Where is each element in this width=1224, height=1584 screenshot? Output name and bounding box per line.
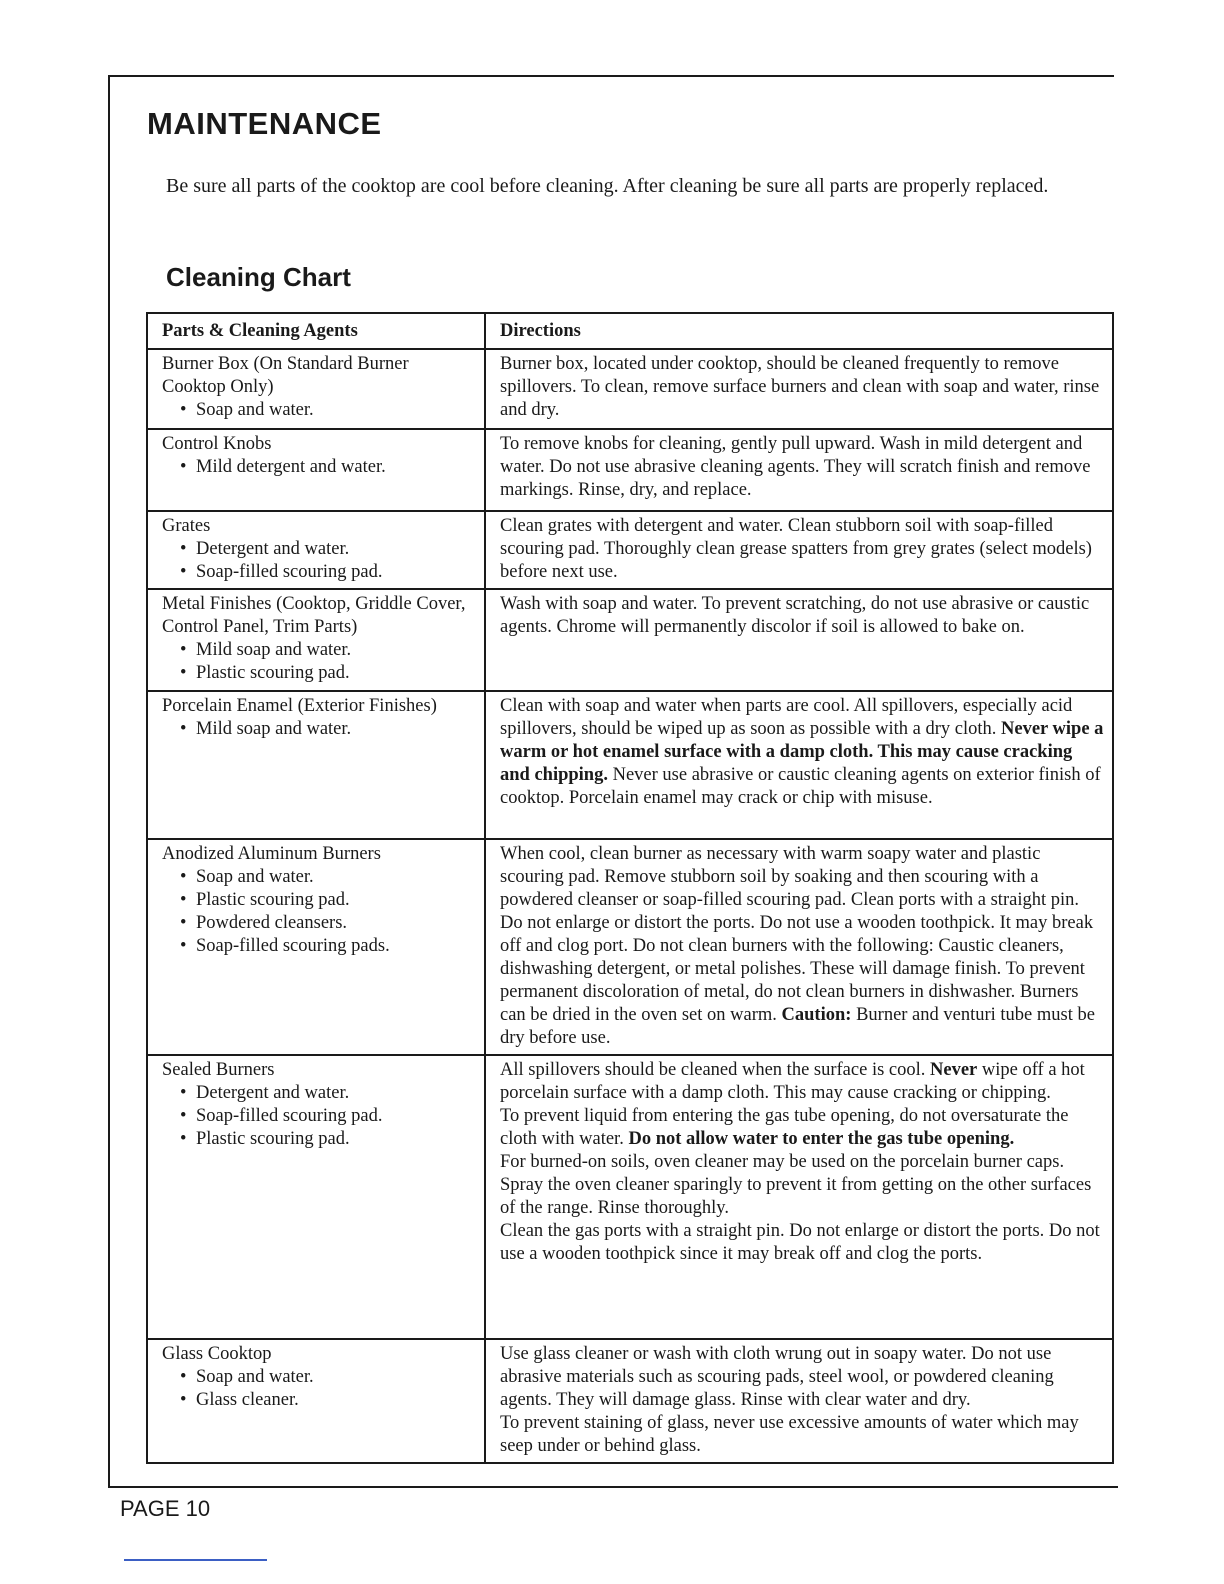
directions-text: To prevent staining of glass, never use excessive amounts of water which may seep under or behind glass. <box>500 1413 1079 1456</box>
table-body <box>147 349 1113 1463</box>
section-title: Cleaning Chart <box>166 262 351 292</box>
directions-text: wipe off a hot porcelain surface with a damp cloth. This may cause cracking or chipping. <box>500 1060 1085 1103</box>
cleaning-agent-item <box>180 1389 476 1412</box>
directions-cell <box>485 429 1113 511</box>
cleaning-agent-text: Powdered cleansers. <box>196 913 348 933</box>
part-cell <box>147 839 485 1055</box>
directions-text: To remove knobs for cleaning, gently pull upward. Wash in mild detergent and water. Do not use abrasive cleaning agents. They will scratch finish and remove markings. Rinse, dry, and replace. <box>500 434 1091 500</box>
cleaning-agent-item <box>180 889 476 912</box>
directions-text: Burner box, located under cooktop, should be cleaned frequently to remove spillovers. To clean, remove surface burners and clean with soap and water, rinse and dry. <box>500 354 1100 420</box>
part-cell <box>147 589 485 691</box>
directions-text: Burner and venturi tube must be dry before use. <box>500 1005 1095 1048</box>
cleaning-agent-text: Detergent and water. <box>196 539 350 559</box>
cleaning-agent-text: Soap-filled scouring pad. <box>196 1106 383 1126</box>
cleaning-agents-list <box>162 866 476 958</box>
directions-cell <box>485 839 1113 1055</box>
directions-warning-text: Never wipe a warm or hot enamel surface with a damp cloth. This may cause cracking and chipping. <box>500 719 1104 785</box>
directions-warning-text: Never <box>930 1060 978 1080</box>
cleaning-agents-list <box>162 1366 476 1412</box>
cleaning-agent-item <box>180 538 476 561</box>
directions-cell <box>485 691 1113 839</box>
intro-paragraph: Be sure all parts of the cooktop are cool before cleaning. After cleaning be sure all parts are properly replaced. <box>166 175 1049 197</box>
table-row <box>147 839 1113 1055</box>
cleaning-agent-text: Plastic scouring pad. <box>196 1129 350 1149</box>
cleaning-agent-text: Mild soap and water. <box>196 640 352 660</box>
directions-text: Wash with soap and water. To prevent scratching, do not use abrasive or caustic agents. Chrome will permanently discolor if soil is allowed to bake on. <box>500 594 1090 637</box>
header-parts: Parts & Cleaning Agents <box>147 313 485 349</box>
cleaning-agent-text: Glass cleaner. <box>196 1390 299 1410</box>
table-row <box>147 691 1113 839</box>
cleaning-agent-item <box>180 866 476 889</box>
cleaning-agent-item <box>180 399 476 422</box>
directions-text: Clean the gas ports with a straight pin. Do not enlarge or distort the ports. Do not use a wooden toothpick since it may break off and clog the ports. <box>500 1221 1100 1264</box>
part-name: Control Knobs <box>162 434 272 454</box>
part-name: Anodized Aluminum Burners <box>162 844 381 864</box>
cleaning-agents-list <box>162 399 476 422</box>
cleaning-agent-text: Plastic scouring pad. <box>196 663 350 683</box>
directions-text: Never use abrasive or caustic cleaning agents on exterior finish of cooktop. Porcelain enamel may crack or chip with misuse. <box>500 765 1101 808</box>
cleaning-chart-table <box>146 312 1114 1464</box>
part-name: Porcelain Enamel (Exterior Finishes) <box>162 696 437 716</box>
table-row <box>147 349 1113 429</box>
part-cell <box>147 511 485 589</box>
directions-cell <box>485 1339 1113 1463</box>
directions-text: Clean with soap and water when parts are cool. All spillovers, especially acid spillovers, should be wiped up as soon as possible with a dry cloth. <box>500 696 1073 739</box>
cleaning-agent-text: Detergent and water. <box>196 1083 350 1103</box>
directions-warning-text: Do not allow water to enter the gas tube opening. <box>628 1129 1015 1149</box>
part-name: Metal Finishes (Cooktop, Griddle Cover, Control Panel, Trim Parts) <box>162 594 466 637</box>
directions-text: Use glass cleaner or wash with cloth wrung out in soapy water. Do not use abrasive materials such as scouring pads, steel wool, or powdered cleaning agents. They will damage glass. Rinse with clear water and dry. <box>500 1344 1054 1410</box>
header-directions: Directions <box>485 313 1113 349</box>
cleaning-agent-text: Mild soap and water. <box>196 719 352 739</box>
cleaning-agent-item <box>180 561 476 584</box>
part-name: Burner Box (On Standard Burner Cooktop Only) <box>162 354 409 397</box>
directions-cell <box>485 589 1113 691</box>
part-cell <box>147 1339 485 1463</box>
cleaning-agent-item <box>180 456 476 479</box>
part-cell <box>147 691 485 839</box>
directions-text: To prevent liquid from entering the gas tube opening, do not oversaturate the cloth with water. <box>500 1106 1069 1149</box>
part-cell <box>147 349 485 429</box>
cleaning-agents-list <box>162 538 476 584</box>
part-name: Sealed Burners <box>162 1060 275 1080</box>
cleaning-agent-item <box>180 662 476 685</box>
cleaning-agent-item <box>180 935 476 958</box>
cleaning-agent-text: Mild detergent and water. <box>196 457 386 477</box>
table-header-row <box>147 313 1113 349</box>
cleaning-agent-text: Plastic scouring pad. <box>196 890 350 910</box>
table-row <box>147 1055 1113 1339</box>
page-frame-left-rule <box>108 75 110 1487</box>
directions-text: All spillovers should be cleaned when the surface is cool. <box>500 1060 931 1080</box>
cleaning-agents-list <box>162 1082 476 1151</box>
cleaning-agent-item <box>180 1105 476 1128</box>
cleaning-agents-list <box>162 718 476 741</box>
table-row <box>147 511 1113 589</box>
table-row <box>147 429 1113 511</box>
cleaning-agent-item <box>180 718 476 741</box>
directions-cell <box>485 1055 1113 1339</box>
part-name: Glass Cooktop <box>162 1344 272 1364</box>
cleaning-agent-text: Soap and water. <box>196 867 314 887</box>
cleaning-agent-text: Soap-filled scouring pads. <box>196 936 390 956</box>
table-row <box>147 1339 1113 1463</box>
part-cell <box>147 429 485 511</box>
directions-text: Clean grates with detergent and water. Clean stubborn soil with soap-filled scouring pad. Thoroughly clean grease spatters from grey grates (select models) before next use. <box>500 516 1092 582</box>
cleaning-agent-item <box>180 1082 476 1105</box>
directions-text: For burned-on soils, oven cleaner may be used on the porcelain burner caps. Spray the oven cleaner sparingly to prevent it from getting on the other surfaces of the range. Rinse thoroughly. <box>500 1152 1092 1218</box>
cleaning-agent-item <box>180 1128 476 1151</box>
page-title: MAINTENANCE <box>147 106 382 141</box>
directions-warning-text: Caution: <box>781 1005 852 1025</box>
cleaning-agent-text: Soap and water. <box>196 1367 314 1387</box>
page-number: PAGE 10 <box>120 1496 211 1521</box>
cleaning-agent-item <box>180 912 476 935</box>
footer-accent-rule <box>124 1559 267 1561</box>
directions-cell <box>485 511 1113 589</box>
cleaning-agent-text: Soap-filled scouring pad. <box>196 562 383 582</box>
page-frame-bottom-rule <box>108 1486 1118 1488</box>
part-name: Grates <box>162 516 211 536</box>
table-row <box>147 589 1113 691</box>
page-frame-top-rule <box>108 75 1114 77</box>
cleaning-agent-text: Soap and water. <box>196 400 314 420</box>
cleaning-agents-list <box>162 456 476 479</box>
cleaning-agents-list <box>162 639 476 685</box>
cleaning-agent-item <box>180 639 476 662</box>
cleaning-agent-item <box>180 1366 476 1389</box>
directions-text: When cool, clean burner as necessary with warm soapy water and plastic scouring pad. Remove stubborn soil by soaking and then scouring with a powdered cleanser or soap-filled scouring pad. Clean ports with a straight pin. Do not enlarge or distort the ports. Do not use a wooden toothpick. It may break off and clog port. Do not clean burners with the following: Caustic cleaners, dishwashing detergent, or metal polishes. These will damage finish. To prevent permanent discoloration of metal, do not clean burners in dishwasher. Burners can be dried in the oven set on warm. <box>500 844 1094 1025</box>
part-cell <box>147 1055 485 1339</box>
directions-cell <box>485 349 1113 429</box>
